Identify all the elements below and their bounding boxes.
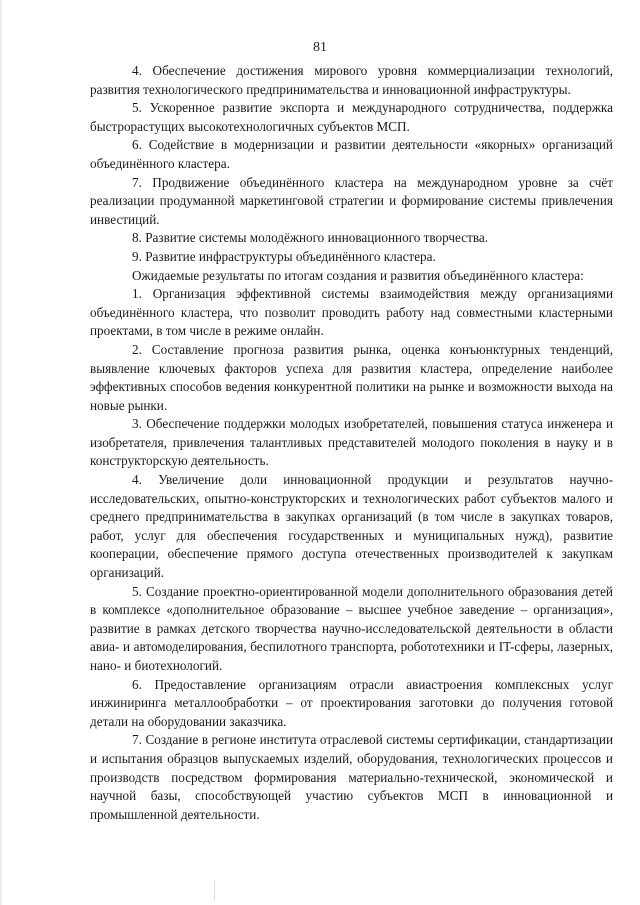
paragraph-result-3: 3. Обеспечение поддержки молодых изобретателей, повышения статуса инженера и изобретателя, привлечения талантливых представителей молодого поколения в науку и в конструкторскую деятельность. bbox=[90, 416, 613, 469]
paragraph-goal-4: 4. Обеспечение достижения мирового уровня коммерциализации технологий, развития технологического предпринимательства и инновационной инфраструктуры. bbox=[90, 63, 613, 97]
page-number: 81 bbox=[313, 40, 327, 55]
scan-edge-shadow bbox=[0, 0, 3, 905]
document-body bbox=[90, 62, 613, 824]
paragraph-goal-5: 5. Ускоренное развитие экспорта и международного сотрудничества, поддержка быстрорастущих высокотехнологичных субъектов МСП. bbox=[90, 100, 613, 134]
paragraph-goal-9: 9. Развитие инфраструктуры объединённого кластера. bbox=[132, 248, 436, 264]
paragraph-results-intro: Ожидаемые результаты по итогам создания и развития объединённого кластера: bbox=[132, 267, 584, 283]
scan-artifact-line bbox=[214, 880, 215, 900]
paragraph-result-2: 2. Составление прогноза развития рынка, оценка конъюнктурных тенденций, выявление ключевых факторов успеха для развития кластера, определение наиболее эффективных способов ведения конкурентной политики на рынке и возможности выхода на новые рынки. bbox=[90, 341, 613, 413]
paragraph-result-5: 5. Создание проектно-ориентированной модели дополнительного образования детей в комплексе «дополнительное образование – высшее учебное заведение – организация», развитие в рамках детского творчества научно-исследовательской деятельности в области авиа- и автомоделирования, беспилотного транспорта, робототехники и IT-сферы, лазерных, нано- и биотехнологий. bbox=[90, 583, 613, 673]
paragraph-goal-8: 8. Развитие системы молодёжного инновационного творчества. bbox=[132, 230, 489, 246]
paragraph-result-6: 6. Предоставление организациям отрасли авиастроения комплексных услуг инжиниринга металлообработки – от проектирования заготовки до получения готовой детали на оборудовании заказчика. bbox=[90, 676, 613, 729]
paragraph-result-4: 4. Увеличение доли инновационной продукции и результатов научно-исследовательских, опытно-конструкторских и технологических работ субъектов малого и среднего предпринимательства в закупках организаций (в том числе в закупках товаров, работ, услуг для обеспечения государственных и муниципальных нужд), развитие кооперации, обеспечение прямого доступа отечественных производителей к закупкам организаций. bbox=[90, 472, 613, 581]
paragraph-result-1: 1. Организация эффективной системы взаимодействия между организациями объединённого кластера, что позволит проводить работу над совместными кластерными проектами, в том числе в режиме онлайн. bbox=[90, 286, 613, 339]
paragraph-goal-6: 6. Содействие в модернизации и развитии деятельности «якорных» организаций объединённого кластера. bbox=[90, 137, 613, 171]
paragraph-goal-7: 7. Продвижение объединённого кластера на международном уровне за счёт реализации продуманной маркетинговой стратегии и формирование системы привлечения инвестиций. bbox=[90, 174, 613, 227]
paragraph-result-7: 7. Создание в регионе института отраслевой системы сертификации, стандартизации и испытания образцов выпускаемых изделий, оборудования, технологических процессов и производств посредством формирования материально-технической, экономической и научной базы, способствующей участию субъектов МСП в инновационной и промышленной деятельности. bbox=[90, 732, 613, 822]
